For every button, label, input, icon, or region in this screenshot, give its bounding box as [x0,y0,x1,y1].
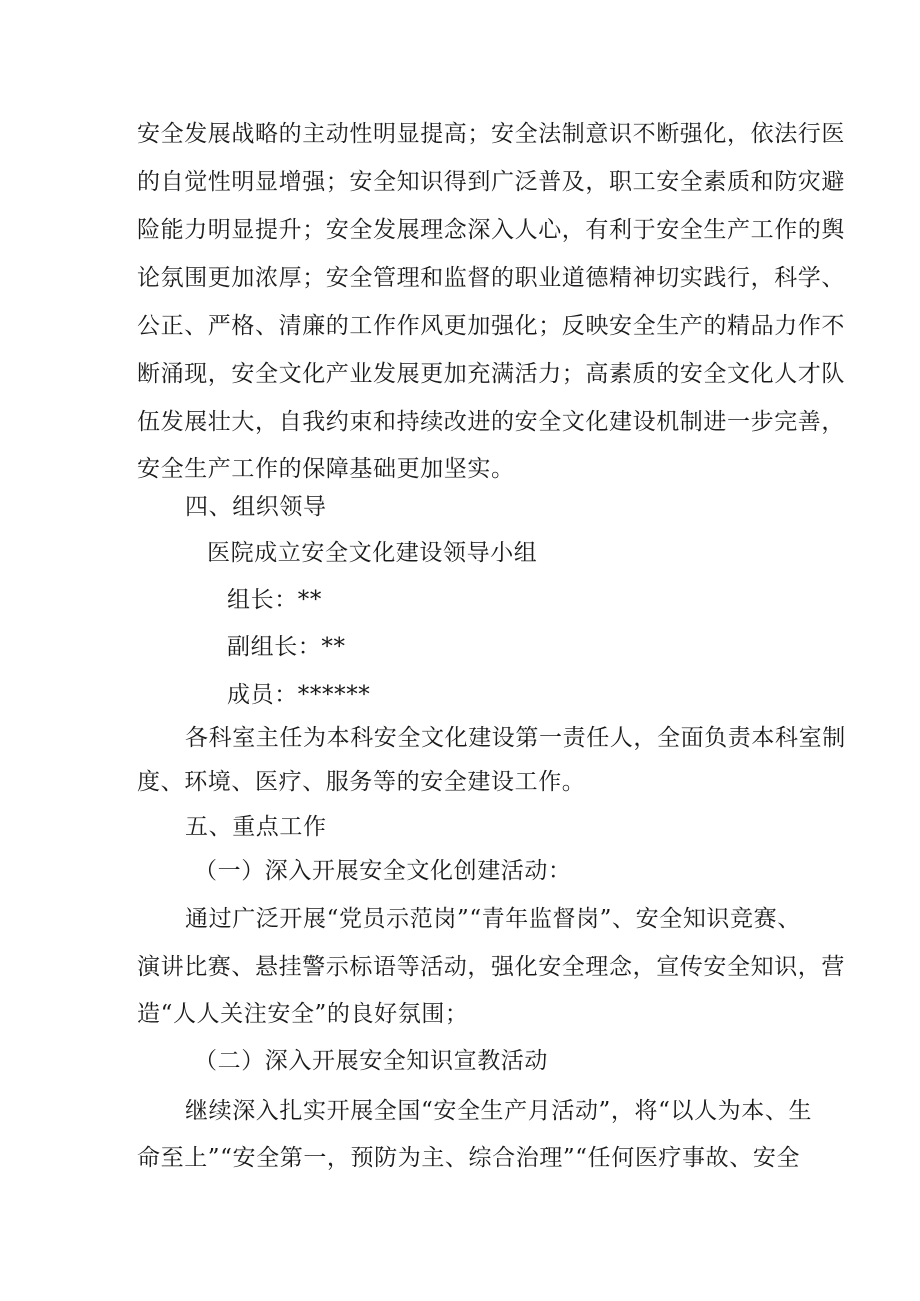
paragraph-1-line-8: 安全生产工作的保障基础更加坚实。 [137,456,515,482]
subheading-2: （二）深入开展安全知识宣教活动 [194,1048,548,1074]
activity-2-line-2: 命至上”“安全第一，预防为主、综合治理”“任何医疗事故、安全 [137,1145,801,1171]
leader-line: 组长：** [227,587,322,613]
members-line: 成员：****** [227,682,371,708]
leadership-intro: 医院成立安全文化建设领导小组 [207,540,538,566]
activity-1-line-2: 演讲比赛、悬挂警示标语等活动，强化安全理念，宣传安全知识，营 [137,954,845,980]
paragraph-1-line-3: 险能力明显提升；安全发展理念深入人心，有利于安全生产工作的舆 [137,217,845,243]
paragraph-1-line-1: 安全发展战略的主动性明显提高；安全法制意识不断强化，依法行医 [137,121,845,147]
responsibility-line-2: 度、环境、医疗、服务等的安全建设工作。 [137,769,586,795]
paragraph-1-line-7: 伍发展壮大，自我约束和持续改进的安全文化建设机制进一步完善， [137,409,845,435]
activity-2-line-1: 继续深入扎实开展全国“安全生产月活动”，将“以人为本、生 [185,1098,813,1124]
subheading-1: （一）深入开展安全文化创建活动： [194,858,572,884]
activity-1-line-1: 通过广泛开展“党员示范岗”“青年监督岗”、安全知识竞赛、 [185,906,801,932]
responsibility-line-1: 各科室主任为本科安全文化建设第一责任人，全面负责本科室制 [185,725,846,751]
paragraph-1-line-5: 公正、严格、清廉的工作作风更加强化；反映安全生产的精品力作不 [137,313,845,339]
section-heading-4: 四、组织领导 [185,494,327,520]
deputy-leader-line: 副组长：** [227,634,346,660]
activity-1-line-3: 造“人人关注安全”的良好氛围； [137,1001,469,1027]
paragraph-1-line-2: 的自觉性明显增强；安全知识得到广泛普及，职工安全素质和防灾避 [137,169,845,195]
section-heading-5: 五、重点工作 [185,814,327,840]
paragraph-1-line-4: 论氛围更加浓厚；安全管理和监督的职业道德精神切实践行，科学、 [137,265,845,291]
paragraph-1-line-6: 断涌现，安全文化产业发展更加充满活力；高素质的安全文化人才队 [137,361,845,387]
